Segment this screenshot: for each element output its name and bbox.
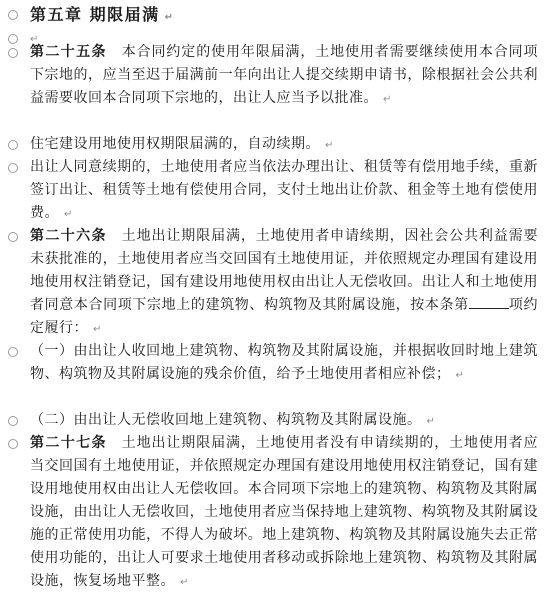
paragraph-bullet-icon bbox=[8, 140, 18, 150]
article-26-body-end: 项约定履行： bbox=[30, 297, 538, 336]
paragraph-bullet-icon bbox=[8, 439, 18, 449]
paragraph-bullet-icon bbox=[8, 232, 18, 242]
option-1-text bbox=[30, 340, 538, 387]
paragraph-mark-icon: ↵ bbox=[164, 12, 173, 23]
residential-renewal-body: 住宅建设用地使用权期限届满的，自动续期。 bbox=[30, 136, 320, 152]
option-1-body: （一）由出让人收回地上建筑物、构筑物及其附属设施，并根据收回时地上建筑物、构筑物及其附属设施的残余价值，给予土地使用者相应补偿； bbox=[30, 343, 538, 382]
residential-renewal-text bbox=[30, 133, 538, 157]
option-2-body: （二）由出让人无偿收回地上建筑物、构筑物及其附属设施。 bbox=[30, 412, 422, 428]
paragraph-mark-icon: ↵ bbox=[30, 34, 39, 45]
article-26-text bbox=[30, 225, 538, 341]
article-25-body: 本合同约定的使用年限届满，土地使用者需要继续使用本合同项下宗地的，应当至迟于届满前一年向出让人提交续期申请书，除根据社会公共利益需要收回本合同项下宗地的，出让人应当予以批准。 bbox=[30, 44, 539, 106]
paragraph-mark-icon: ↵ bbox=[383, 94, 392, 105]
paragraph-bullet-icon bbox=[8, 48, 18, 58]
paragraph-bullet-icon bbox=[8, 416, 18, 426]
paragraph-mark-icon: ↵ bbox=[64, 209, 73, 220]
article-27-title: 第二十七条 bbox=[30, 435, 107, 451]
chapter-heading-text: 第五章 期限届满 bbox=[30, 5, 160, 24]
grant-renewal-text bbox=[30, 156, 538, 226]
paragraph-bullet-icon bbox=[8, 10, 18, 20]
fill-in-blank[interactable] bbox=[469, 294, 509, 309]
article-27-body: 土地出让期限届满，土地使用者没有申请续期的，土地使用者应当交回国有土地使用证，并依照规定办理国有建设用地使用权注销登记，国有建设用地使用权由出让人无偿收回。本合同项下宗地上的建筑物、构筑物及其附属设施，由出让人无偿收回，土地使用者应当保持地上建筑物、构筑物及其附属设施的正常使用功能，不得人为破坏。地上建筑物、构筑物及其附属设施失去正常使用功能的，出让人可要求土地使用者移动或拆除地上建筑物、构筑物及其附属设施，恢复场地平整。 bbox=[30, 435, 539, 589]
paragraph-bullet-icon bbox=[8, 347, 18, 357]
paragraph-bullet-icon bbox=[8, 163, 18, 173]
paragraph-mark-icon: ↵ bbox=[426, 416, 435, 427]
paragraph-mark-icon: ↵ bbox=[180, 577, 189, 588]
grant-renewal-body: 出让人同意续期的，土地使用者应当依法办理出让、租赁等有偿用地手续，重新签订出让、租赁等土地有偿使用合同，支付土地出让价款、租金等土地有偿使用费。 bbox=[30, 159, 538, 221]
article-25-title: 第二十五条 bbox=[30, 44, 107, 60]
paragraph-bullet-icon bbox=[8, 34, 18, 44]
article-27-text bbox=[30, 432, 538, 594]
paragraph-mark-icon: ↵ bbox=[93, 324, 102, 335]
article-26-body: 土地出让期限届满，土地使用者申请续期，因社会公共利益需要未获批准的，土地使用者应当交回国有土地使用证，并依照规定办理国有建设用地使用权注销登记，国有建设用地使用权由出让人无偿收回。出让人和土地使用者同意本合同项下宗地上的建筑物、构筑物及其附属设施，按本条第 bbox=[30, 228, 539, 313]
paragraph-mark-icon: ↵ bbox=[325, 140, 334, 151]
paragraph-mark-icon: ↵ bbox=[455, 370, 464, 381]
article-25-text bbox=[30, 41, 538, 111]
article-26-title: 第二十六条 bbox=[30, 228, 107, 244]
option-2-text bbox=[30, 409, 538, 433]
